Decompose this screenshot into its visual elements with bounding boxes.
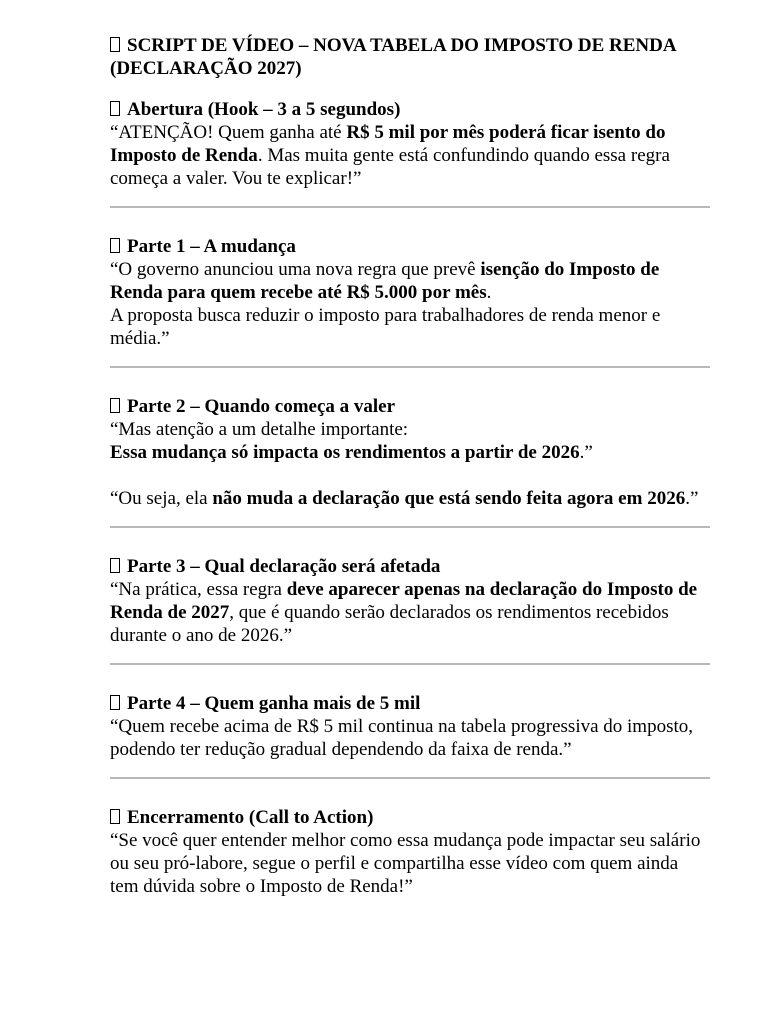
divider [110,663,710,665]
section-paragraph: “Na prática, essa regra deve aparecer apenas na declaração do Imposto de Renda de 2027, que é quando serão declarados os rendimentos recebidos durante o ano de 2026.” [110,579,698,646]
section-paragraph: A proposta busca reduzir o imposto para trabalhadores de renda menor e média.” [110,305,661,349]
section-paragraph: “Mas atenção a um detalhe importante: [110,419,409,440]
section-paragraph: “Se você quer entender melhor como essa mudança pode impactar seu salário ou seu pró-labore, segue o perfil e compartilha esse vídeo com quem ainda tem dúvida sobre o Imposto de Renda!” [110,830,701,897]
section-parte-2 [110,395,710,510]
missing-glyph-icon [110,695,120,710]
divider [110,777,710,779]
section-heading: Parte 2 – Quando começa a valer [110,395,710,418]
section-heading: Parte 1 – A mudança [110,235,710,258]
section-paragraph: “ATENÇÃO! Quem ganha até R$ 5 mil por mês poderá ficar isento do Imposto de Renda. Mas muita gente está confundindo quando essa regra começa a valer. Vou te explicar!” [110,122,670,189]
missing-glyph-icon [110,558,120,573]
missing-glyph-icon [110,238,120,253]
section-paragraph: “Ou seja, ela não muda a declaração que está sendo feita agora em 2026.” [110,488,699,509]
section-heading: Abertura (Hook – 3 a 5 segundos) [110,98,710,121]
title-text: SCRIPT DE VÍDEO – NOVA TABELA DO IMPOSTO DE RENDA (DECLARAÇÃO 2027) [110,35,676,79]
divider [110,526,710,528]
missing-glyph-icon [110,101,120,116]
section-parte-1 [110,235,710,350]
divider [110,366,710,368]
section-paragraph: “O governo anunciou uma nova regra que prevê isenção do Imposto de Renda para quem recebe até R$ 5.000 por mês. [110,259,660,303]
section-parte-3 [110,555,710,647]
section-paragraph: “Quem recebe acima de R$ 5 mil continua na tabela progressiva do imposto, podendo ter redução gradual dependendo da faixa de renda.” [110,716,694,760]
missing-glyph-icon [110,398,120,413]
document-page [110,34,710,898]
section-abertura [110,98,710,190]
divider [110,206,710,208]
section-heading: Parte 3 – Qual declaração será afetada [110,555,710,578]
missing-glyph-icon [110,809,120,824]
section-parte-4 [110,692,710,761]
document-title [110,34,710,80]
section-heading: Parte 4 – Quem ganha mais de 5 mil [110,692,710,715]
missing-glyph-icon [110,37,120,52]
section-heading: Encerramento (Call to Action) [110,806,710,829]
section-encerramento [110,806,710,898]
section-paragraph: Essa mudança só impacta os rendimentos a partir de 2026.” [110,442,593,463]
